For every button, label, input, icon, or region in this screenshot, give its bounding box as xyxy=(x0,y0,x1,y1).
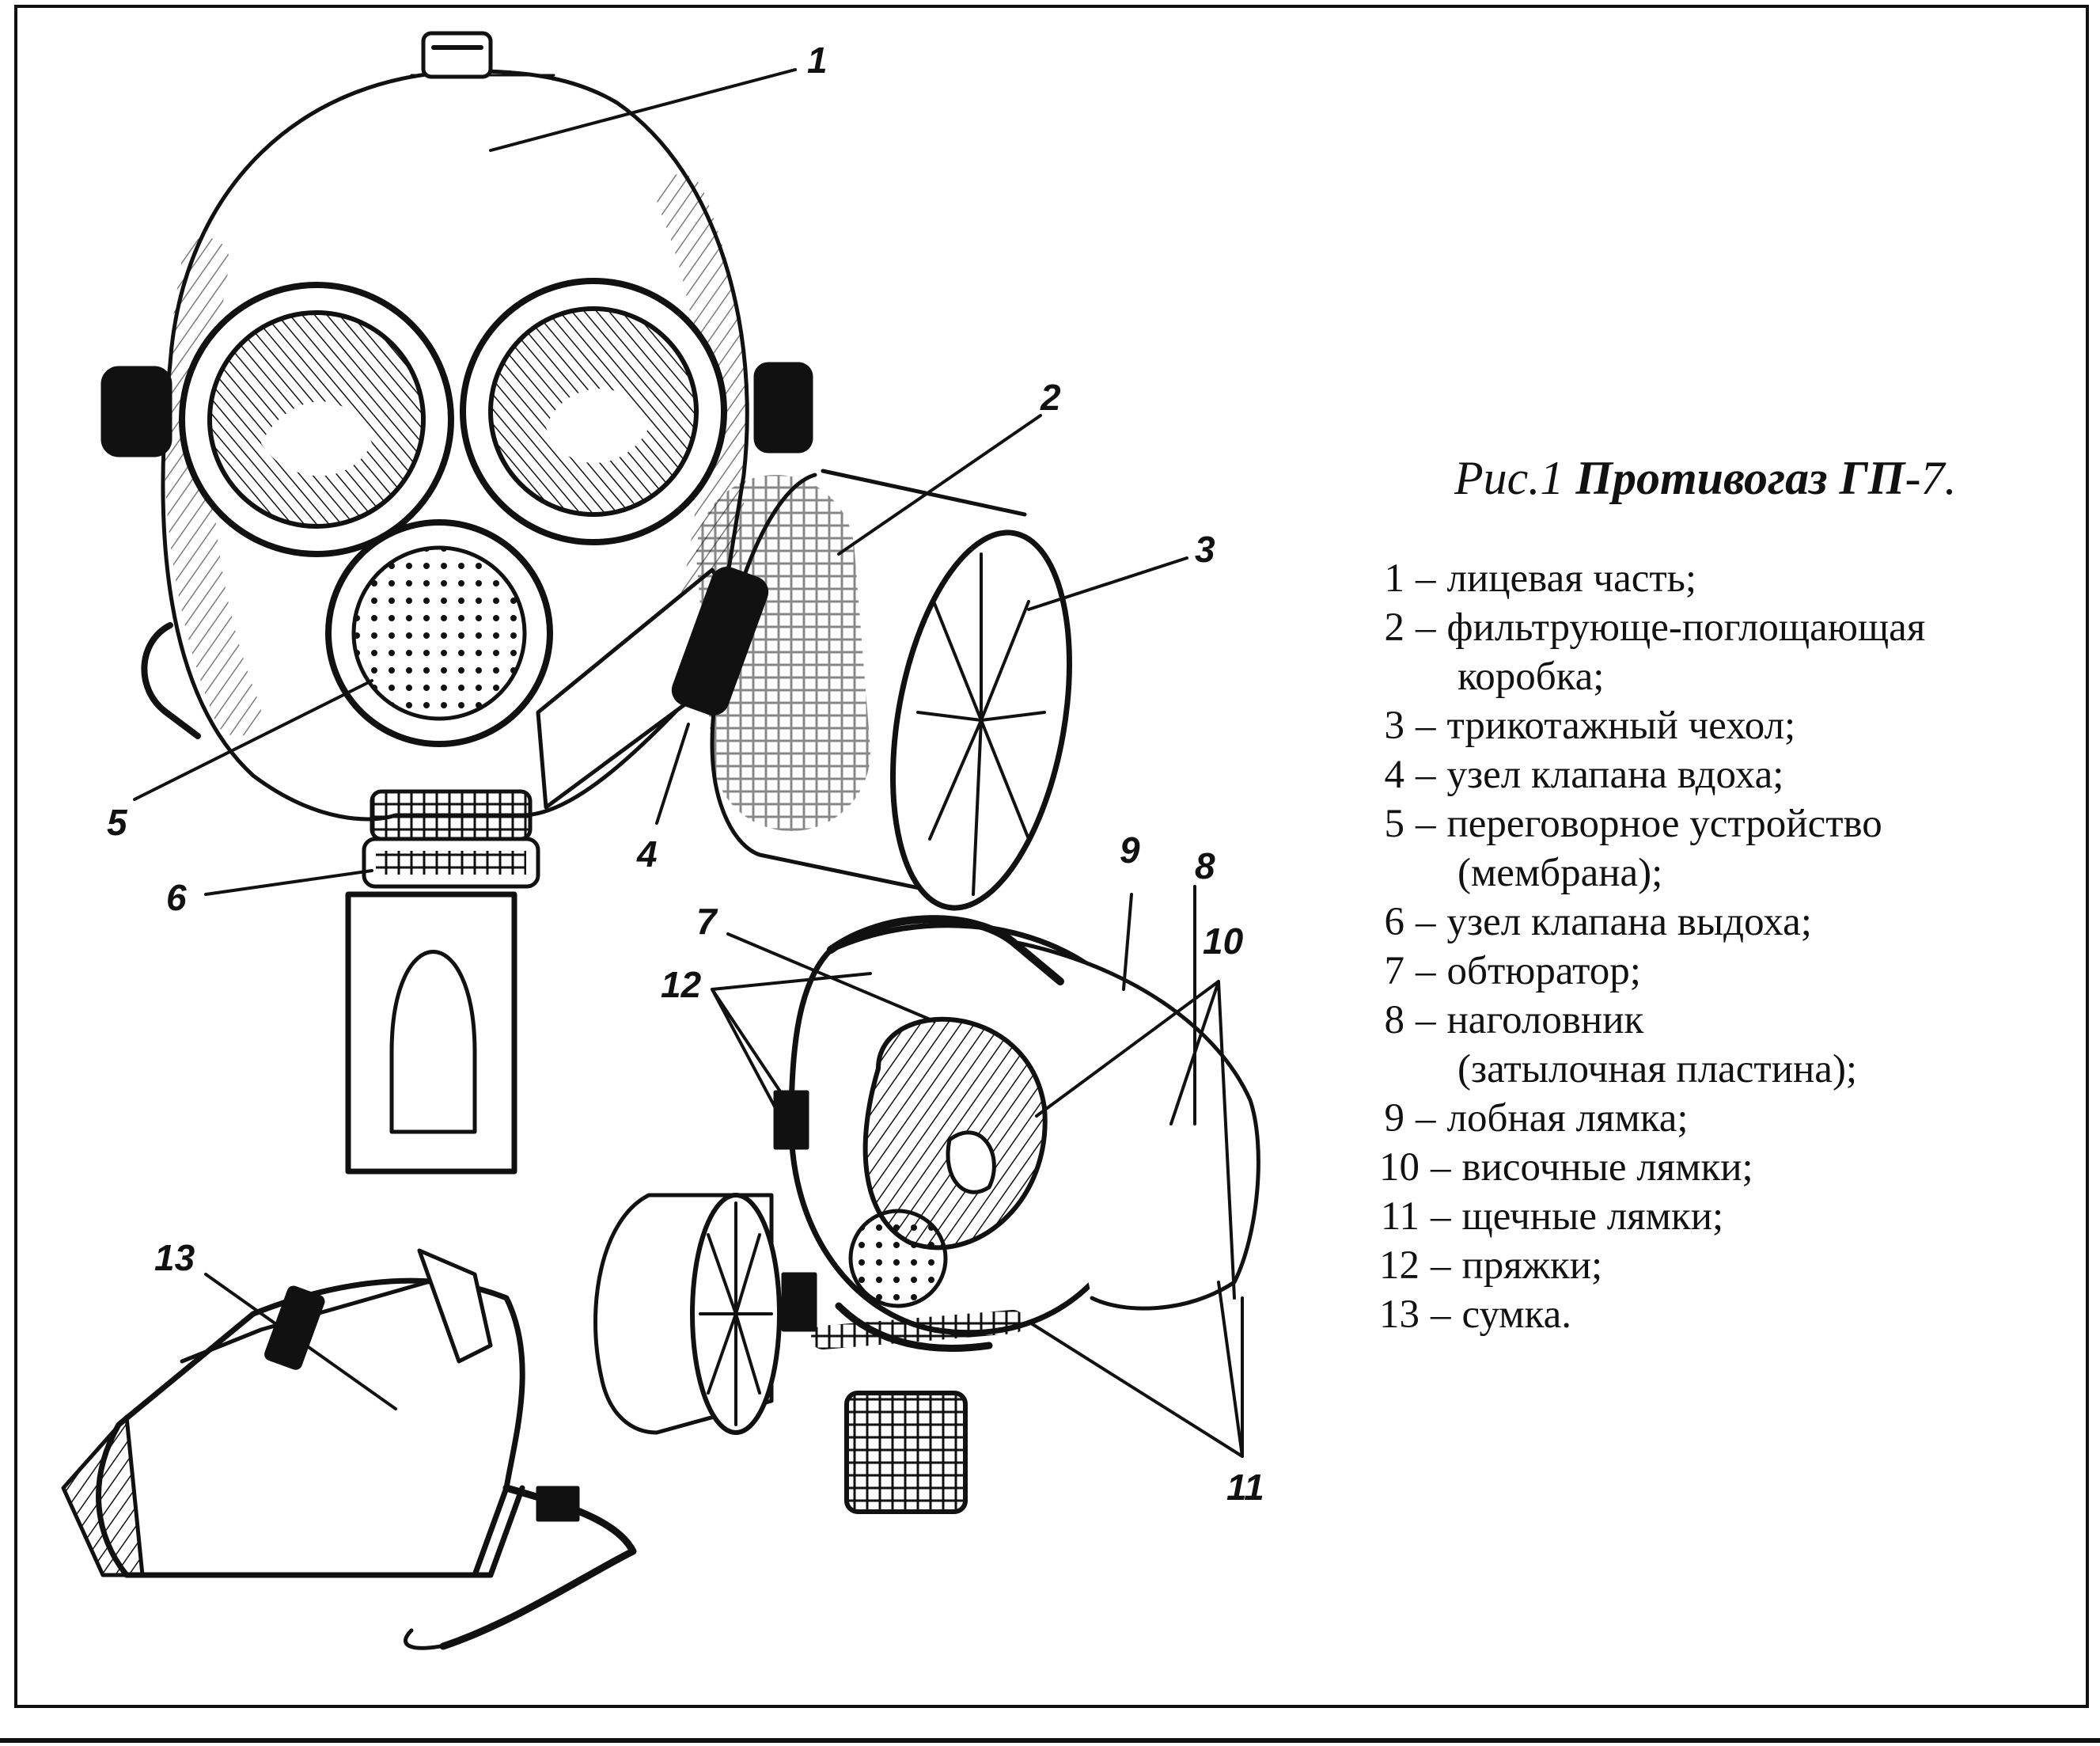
left-eyepiece xyxy=(182,285,451,554)
mask-side-view xyxy=(775,919,1258,1512)
legend-num: 6 xyxy=(1384,900,1404,944)
speech-diaphragm xyxy=(328,522,550,744)
caption-title: Противогаз ГП xyxy=(1575,452,1905,504)
callout-11: 11 xyxy=(1226,1467,1264,1508)
legend-dash: – xyxy=(1416,556,1436,601)
legend-num: 3 xyxy=(1384,704,1404,748)
legend-num: 10 xyxy=(1379,1145,1420,1190)
legend-dash: – xyxy=(1416,753,1436,797)
legend-num: 9 xyxy=(1384,1096,1404,1141)
legend-text: лобная лямка; xyxy=(1446,1096,1689,1141)
callout-3: 3 xyxy=(1195,529,1215,570)
legend-text: узел клапана выдоха; xyxy=(1446,900,1812,944)
callout-6: 6 xyxy=(166,877,187,918)
legend-text: наголовник xyxy=(1446,998,1644,1042)
legend-dash: – xyxy=(1431,1243,1451,1288)
carrying-bag xyxy=(63,1251,633,1648)
legend-text: височные лямки; xyxy=(1461,1145,1753,1190)
legend-text: узел клапана вдоха; xyxy=(1446,753,1784,797)
callout-5: 5 xyxy=(107,802,127,843)
callout-1: 1 xyxy=(807,40,828,81)
legend-num: 12 xyxy=(1379,1243,1420,1288)
legend-num: 4 xyxy=(1384,753,1404,797)
legend-text: обтюратор; xyxy=(1446,949,1641,993)
right-eyepiece xyxy=(463,281,724,542)
filter-canister xyxy=(669,471,1096,922)
caption-prefix: Рис.1 xyxy=(1454,452,1564,504)
legend-continuation: (затылочная пластина); xyxy=(1457,1047,1858,1091)
legend-dash: – xyxy=(1431,1292,1451,1337)
legend-text: сумка. xyxy=(1461,1292,1571,1337)
legend-num: 13 xyxy=(1379,1292,1420,1337)
legend-continuation: коробка; xyxy=(1457,655,1605,699)
legend-dash: – xyxy=(1416,605,1436,650)
legend-dash: – xyxy=(1416,998,1436,1042)
legend-num: 8 xyxy=(1384,998,1404,1042)
legend-text: трикотажный чехол; xyxy=(1446,704,1796,748)
left-side-buckle xyxy=(103,368,170,455)
callout-9: 9 xyxy=(1120,829,1140,871)
legend-dash: – xyxy=(1416,949,1436,993)
legend-text: переговорное устройство xyxy=(1446,802,1882,846)
filter-canister-side xyxy=(596,1195,780,1433)
legend-text: фильтрующе-поглощающая xyxy=(1446,605,1926,650)
legend-text: лицевая часть; xyxy=(1446,556,1697,601)
callout-4: 4 xyxy=(637,833,658,875)
legend-num: 5 xyxy=(1384,802,1404,846)
parts-legend xyxy=(1377,554,2073,1339)
exhale-valve-assembly xyxy=(348,791,538,1171)
top-buckle xyxy=(423,33,491,77)
callout-8: 8 xyxy=(1195,845,1215,886)
legend-dash: – xyxy=(1416,704,1436,748)
legend-num: 2 xyxy=(1384,605,1404,650)
figure-caption xyxy=(1454,451,1956,506)
right-side-buckle xyxy=(756,364,811,451)
legend-dash: – xyxy=(1431,1145,1451,1190)
callout-2: 2 xyxy=(1041,377,1061,418)
legend-num: 11 xyxy=(1380,1194,1420,1239)
caption-suffix: -7. xyxy=(1905,452,1957,504)
legend-dash: – xyxy=(1416,900,1436,944)
callout-13: 13 xyxy=(154,1237,195,1278)
legend-text: пряжки; xyxy=(1461,1243,1603,1288)
callout-10: 10 xyxy=(1203,920,1244,962)
legend-continuation: (мембрана); xyxy=(1457,851,1663,895)
legend-dash: – xyxy=(1416,1096,1436,1141)
legend-text: щечные лямки; xyxy=(1461,1194,1724,1239)
legend-num: 7 xyxy=(1384,949,1404,993)
legend-dash: – xyxy=(1431,1194,1451,1239)
callout-12: 12 xyxy=(661,964,702,1005)
legend-dash: – xyxy=(1416,802,1436,846)
legend-num: 1 xyxy=(1384,556,1404,601)
callout-7: 7 xyxy=(696,901,717,942)
